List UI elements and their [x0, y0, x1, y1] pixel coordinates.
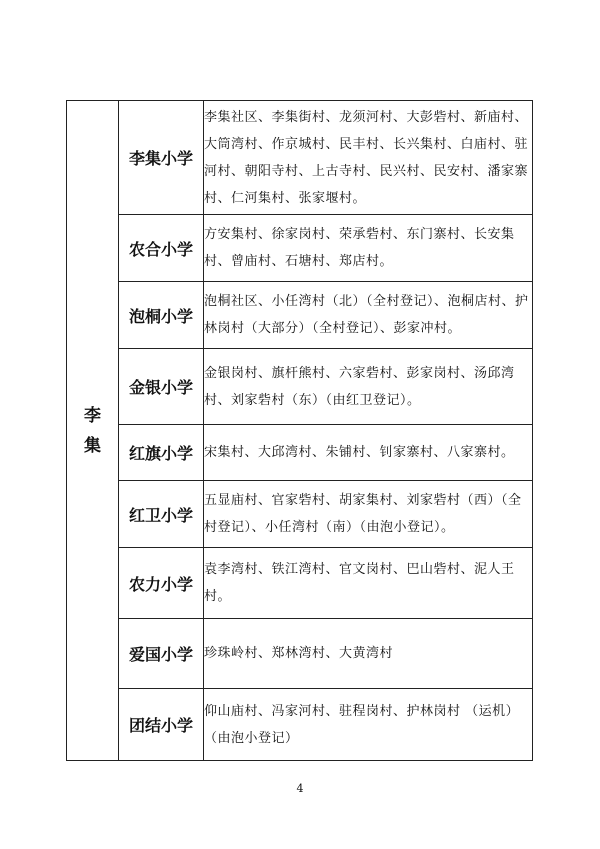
table-row [67, 215, 533, 282]
school-zone-table [66, 100, 533, 761]
town-name-char: 集 [84, 435, 101, 456]
village-list: 泡桐社区、小任湾村（北）（全村登记）、泡桐店村、护林岗村（大部分）（全村登记）、彭家冲村。 [204, 282, 533, 349]
school-name: 农力小学 [119, 548, 204, 619]
village-list: 方安集村、徐家岗村、荣承砦村、东门寨村、长安集村、曾庙村、石塘村、郑店村。 [204, 215, 533, 282]
school-name: 红旗小学 [119, 425, 204, 481]
school-name: 红卫小学 [119, 481, 204, 548]
school-name: 泡桐小学 [119, 282, 204, 349]
school-name: 李集小学 [119, 101, 204, 215]
village-list: 珍珠岭村、郑林湾村、大黄湾村 [204, 619, 533, 689]
table-row [67, 481, 533, 548]
school-name: 团结小学 [119, 689, 204, 761]
page-number: 4 [296, 782, 304, 795]
school-name: 爱国小学 [119, 619, 204, 689]
village-list: 李集社区、李集街村、龙须河村、大彭砦村、新庙村、大筒湾村、作京城村、民丰村、长兴集村、白庙村、驻河村、朝阳寺村、上古寺村、民兴村、民安村、潘家寨村、仁河集村、张家堰村。 [204, 101, 533, 215]
village-list: 五显庙村、官家砦村、胡家集村、刘家砦村（西）（全村登记）、小任湾村（南）（由泡小登记）。 [204, 481, 533, 548]
village-list: 金银岗村、旗杆熊村、六家砦村、彭家岗村、汤邱湾村、刘家砦村（东）（由红卫登记）。 [204, 349, 533, 425]
table-row [67, 349, 533, 425]
table-row [67, 282, 533, 349]
town-name-cell [67, 101, 119, 761]
table-row [67, 548, 533, 619]
school-name: 金银小学 [119, 349, 204, 425]
village-list: 袁李湾村、铁江湾村、官文岗村、巴山砦村、泥人王村。 [204, 548, 533, 619]
table-row [67, 619, 533, 689]
village-list: 宋集村、大邱湾村、朱铺村、钊家寨村、八家寨村。 [204, 425, 533, 481]
village-list: 仰山庙村、冯家河村、驻程岗村、护林岗村 （运机）（由泡小登记） [204, 689, 533, 761]
town-name-char: 李 [84, 405, 101, 426]
school-name: 农合小学 [119, 215, 204, 282]
table-row [67, 101, 533, 215]
table-row [67, 425, 533, 481]
table-row [67, 689, 533, 761]
